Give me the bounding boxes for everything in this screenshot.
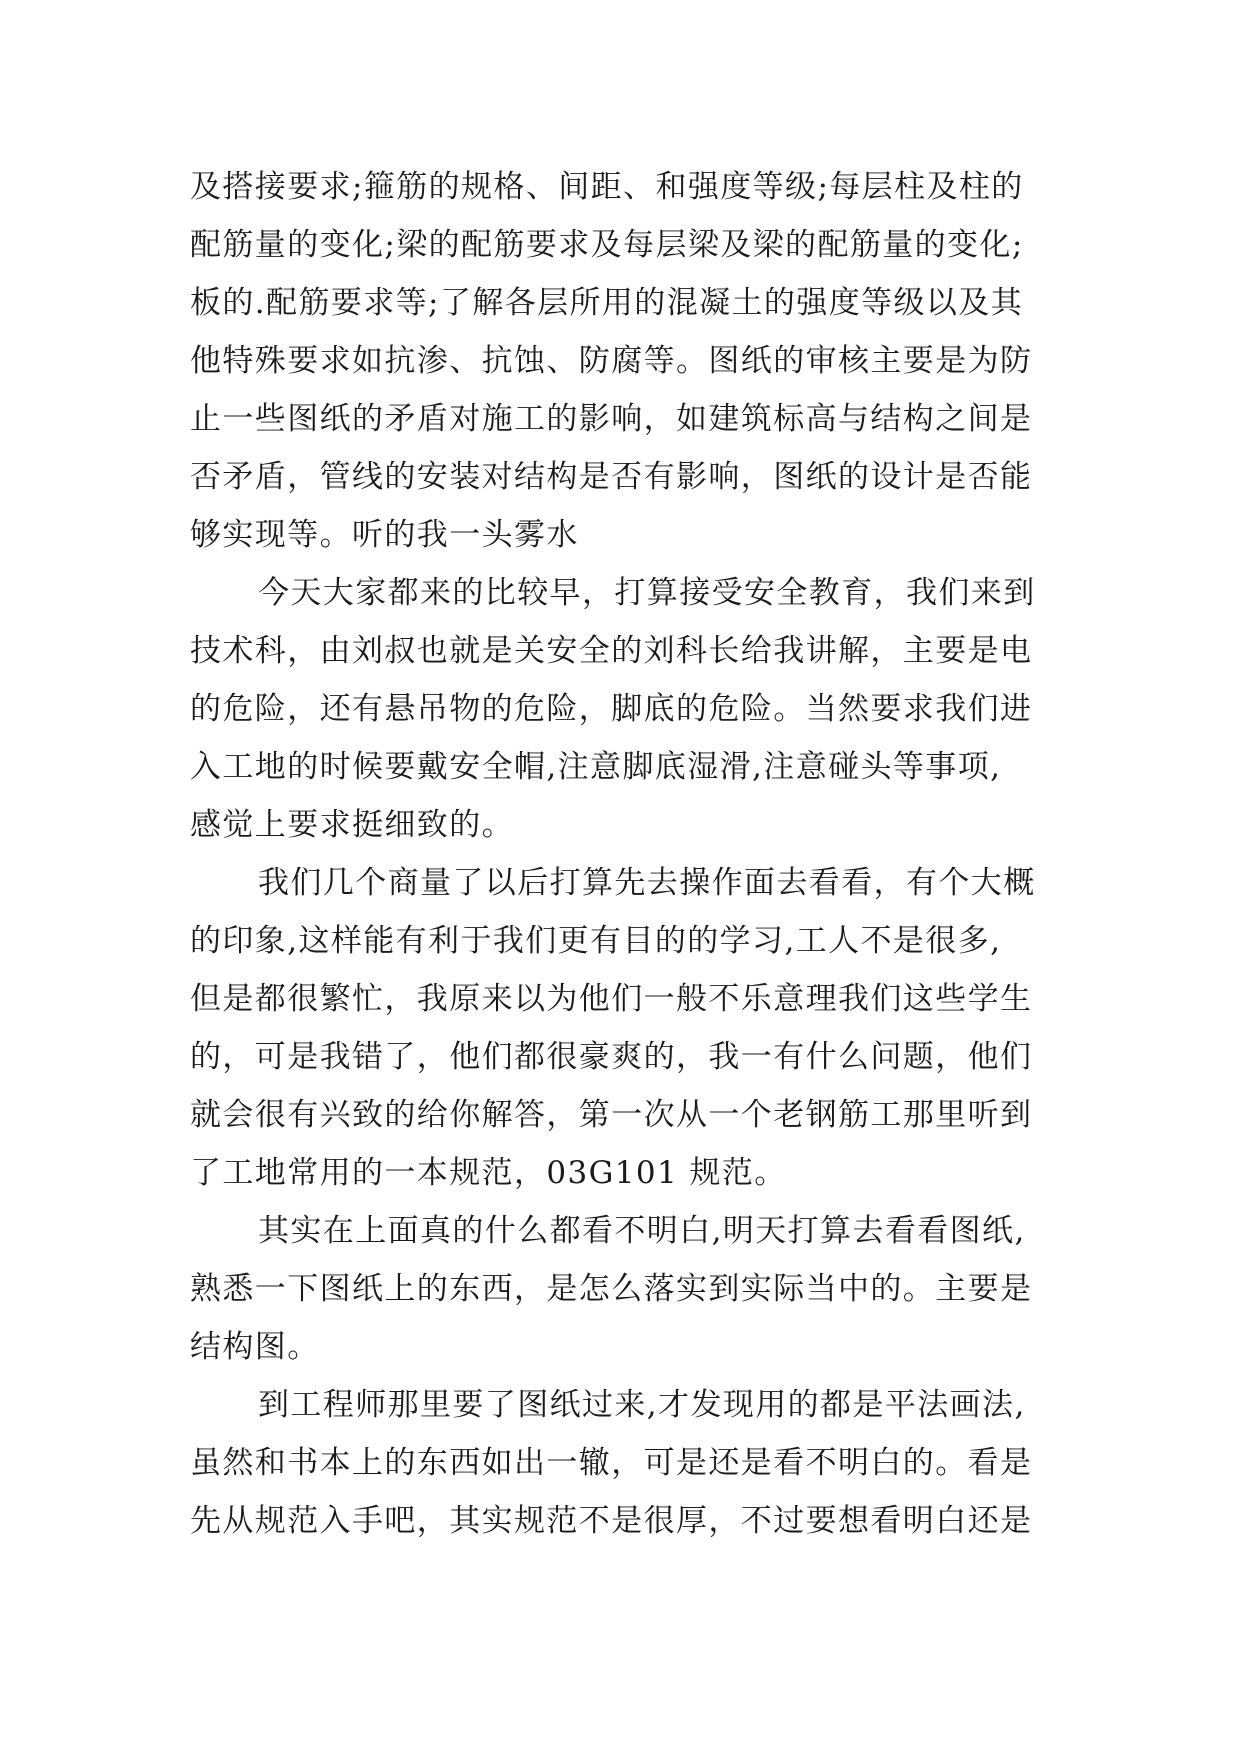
text-line: 入工地的时候要戴安全帽,注意脚底湿滑,注意碰头等事项,: [190, 749, 1002, 785]
paragraph-first-line: 到工程师那里要了图纸过来,才发现用的都是平法画法,: [258, 1387, 1026, 1423]
text-line: 结构图。: [190, 1329, 320, 1365]
paragraph-first-line: 我们几个商量了以后打算先去操作面去看看，有个大概: [258, 865, 1036, 901]
text-line: 的，可是我错了，他们都很豪爽的，我一有什么问题，他们: [190, 1039, 1033, 1075]
text-line: 熟悉一下图纸上的东西，是怎么落实到实际当中的。主要是: [190, 1271, 1033, 1307]
text-line: 了工地常用的一本规范，03G101 规范。: [190, 1155, 787, 1191]
text-line: 但是都很繁忙，我原来以为他们一般不乐意理我们这些学生: [190, 981, 1033, 1017]
paragraph-first-line: 其实在上面真的什么都看不明白,明天打算去看看图纸,: [258, 1213, 1026, 1249]
text-line: 的危险，还有悬吊物的危险，脚底的危险。当然要求我们进: [190, 691, 1033, 727]
text-line: 就会很有兴致的给你解答，第一次从一个老钢筋工那里听到: [190, 1097, 1033, 1133]
text-line: 他特殊要求如抗渗、抗蚀、防腐等。图纸的审核主要是为防: [190, 343, 1033, 379]
paragraph-first-line: 今天大家都来的比较早，打算接受安全教育，我们来到: [258, 575, 1036, 611]
text-line: 否矛盾，管线的安装对结构是否有影响，图纸的设计是否能: [190, 459, 1033, 495]
text-line: 及搭接要求;箍筋的规格、间距、和强度等级;每层柱及柱的: [190, 169, 1024, 205]
text-line: 先从规范入手吧，其实规范不是很厚，不过要想看明白还是: [190, 1503, 1033, 1539]
text-line: 虽然和书本上的东西如出一辙，可是还是看不明白的。看是: [190, 1445, 1033, 1481]
text-line: 感觉上要求挺细致的。: [190, 807, 514, 843]
text-line: 够实现等。听的我一头雾水: [190, 517, 579, 553]
text-line: 板的.配筋要求等;了解各层所用的混凝土的强度等级以及其: [190, 285, 1024, 321]
text-line: 止一些图纸的矛盾对施工的影响，如建筑标高与结构之间是: [190, 401, 1033, 437]
text-line: 技术科，由刘叔也就是关安全的刘科长给我讲解，主要是电: [190, 633, 1033, 669]
body-text: [190, 158, 1070, 1550]
text-line: 配筋量的变化;梁的配筋要求及每层梁及梁的配筋量的变化;: [190, 227, 1024, 263]
text-line: 的印象,这样能有利于我们更有目的的学习,工人不是很多,: [190, 923, 1002, 959]
